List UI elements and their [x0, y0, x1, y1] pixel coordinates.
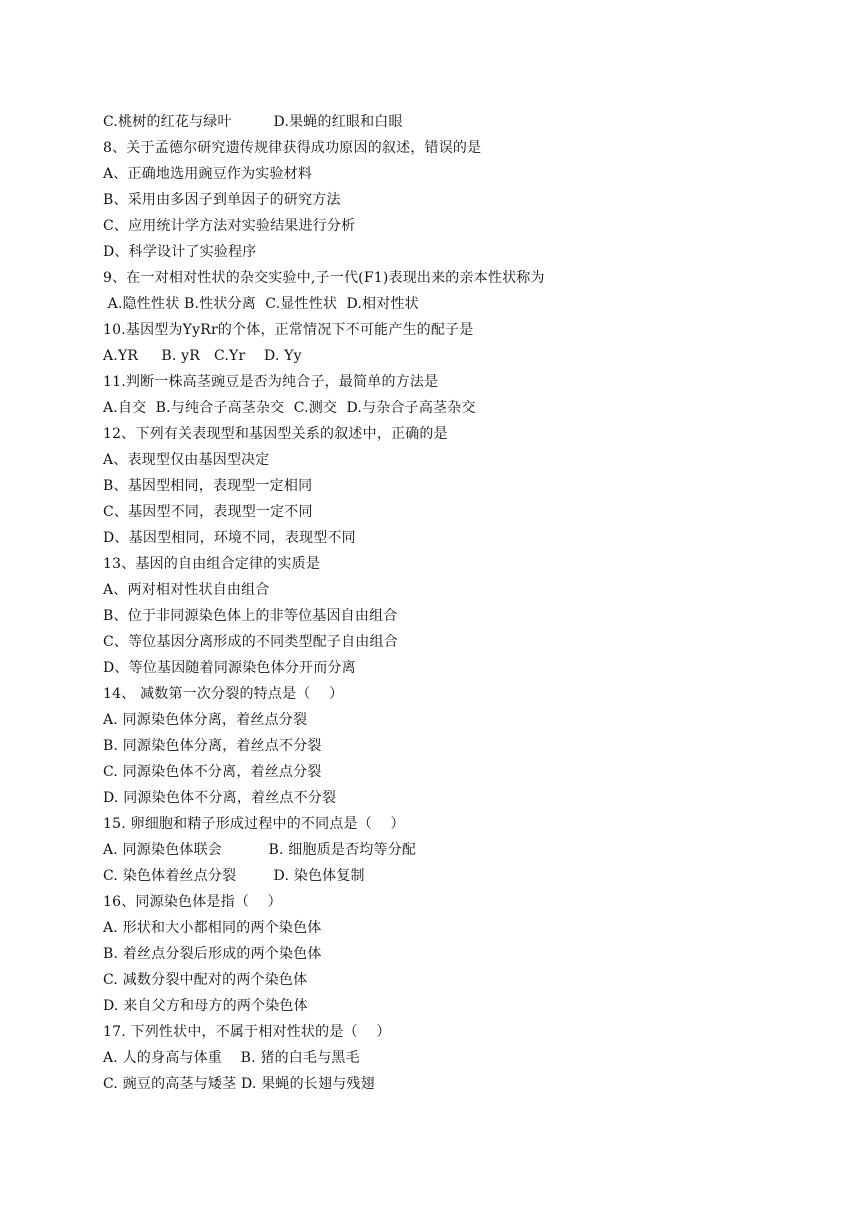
text-line: 9、在一对相对性状的杂交实验中,子一代(F1)表现出来的亲本性状称为: [103, 270, 545, 286]
text-line: C. 染色体着丝点分裂 D. 染色体复制: [103, 868, 365, 884]
text-line: 10.基因型为YyRr的个体，正常情况下不可能产生的配子是: [103, 322, 474, 338]
text-line: C. 豌豆的高茎与矮茎 D. 果蝇的长翅与残翅: [103, 1076, 375, 1092]
text-line: C、应用统计学方法对实验结果进行分析: [103, 218, 356, 234]
text-line: D、基因型相同，环境不同，表现型不同: [103, 530, 356, 546]
text-line: 15. 卵细胞和精子形成过程中的不同点是（ ）: [103, 816, 405, 832]
text-line: C、等位基因分离形成的不同类型配子自由组合: [103, 634, 398, 650]
text-line: C、基因型不同，表现型一定不同: [103, 504, 313, 520]
text-line: C. 减数分裂中配对的两个染色体: [103, 972, 308, 988]
text-line: B、位于非同源染色体上的非等位基因自由组合: [103, 608, 398, 624]
text-line: C. 同源染色体不分离，着丝点分裂: [103, 764, 322, 780]
text-line: 13、基因的自由组合定律的实质是: [103, 556, 321, 572]
text-line: D、等位基因随着同源染色体分开而分离: [103, 660, 356, 676]
text-line: A.自交 B.与纯合子高茎杂交 C.测交 D.与杂合子高茎杂交: [103, 400, 476, 416]
text-line: A、表现型仅由基因型决定: [103, 452, 270, 468]
text-line: C.桃树的红花与绿叶 D.果蝇的红眼和白眼: [103, 114, 403, 130]
text-line: B、采用由多因子到单因子的研究方法: [103, 192, 341, 208]
text-line: B. 着丝点分裂后形成的两个染色体: [103, 946, 322, 962]
text-line: A、两对相对性状自由组合: [103, 582, 270, 598]
text-line: 11.判断一株高茎豌豆是否为纯合子，最简单的方法是: [103, 374, 439, 390]
question-text: [103, 109, 823, 1097]
text-line: B. 同源染色体分离，着丝点不分裂: [103, 738, 322, 754]
text-line: A. 形状和大小都相同的两个染色体: [103, 920, 322, 936]
text-line: 16、同源染色体是指（ ）: [103, 894, 282, 910]
text-line: 14、 减数第一次分裂的特点是（ ）: [103, 686, 344, 702]
text-line: 8、关于孟德尔研究遗传规律获得成功原因的叙述，错误的是: [103, 140, 482, 156]
text-line: A. 人的身高与体重 B. 猪的白毛与黑毛: [103, 1050, 360, 1066]
text-line: A、正确地选用豌豆作为实验材料: [103, 166, 313, 182]
text-line: A.隐性性状 B.性状分离 C.显性性状 D.相对性状: [103, 296, 419, 312]
text-line: D. 同源染色体不分离，着丝点不分裂: [103, 790, 337, 806]
text-line: A.YR B. yR C.Yr D. Yy: [103, 348, 302, 364]
text-line: D. 来自父方和母方的两个染色体: [103, 998, 308, 1014]
text-line: A. 同源染色体分离，着丝点分裂: [103, 712, 308, 728]
text-line: A. 同源染色体联会 B. 细胞质是否均等分配: [103, 842, 417, 858]
text-line: B、基因型相同，表现型一定相同: [103, 478, 313, 494]
text-line: 17. 下列性状中，不属于相对性状的是（ ）: [103, 1024, 391, 1040]
text-line: D、科学设计了实验程序: [103, 244, 257, 260]
text-line: 12、下列有关表现型和基因型关系的叙述中，正确的是: [103, 426, 448, 442]
